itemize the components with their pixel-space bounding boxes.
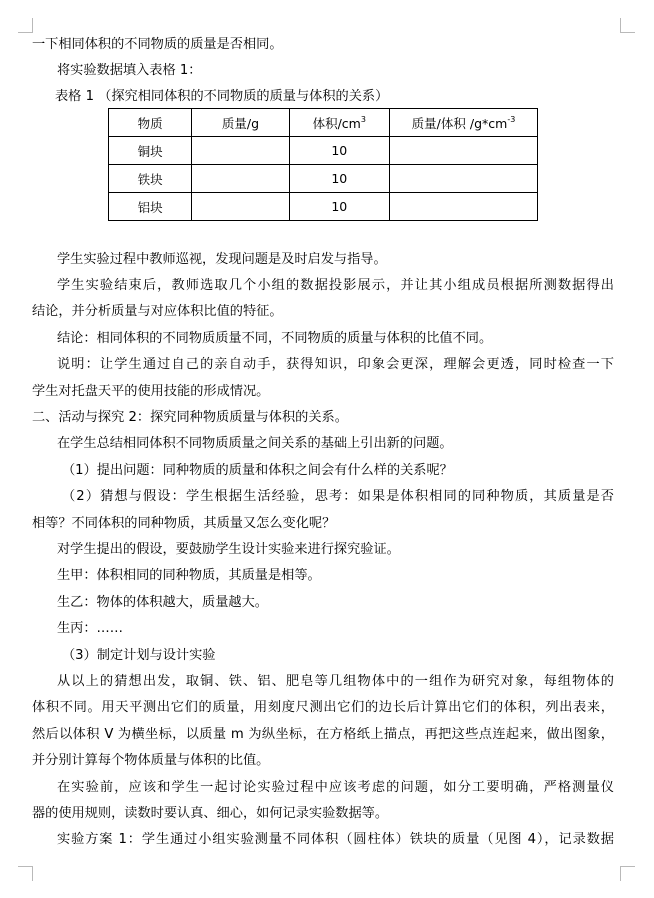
paragraph-line: 一下相同体积的不同物质的质量是否相同。 bbox=[32, 37, 283, 52]
paragraph-line: 在学生总结相同体积不同物质质量之间关系的基础上引出新的问题。 bbox=[57, 436, 453, 451]
paragraph-line: 说明：让学生通过自己的亲自动手，获得知识，印象会更深，理解会更透，同时检查一下 bbox=[57, 357, 614, 372]
cell-material: 铁块 bbox=[109, 165, 192, 193]
paragraph-line: 学生实验结束后，教师选取几个小组的数据投影展示，并让其小组成员根据所测数据得出 bbox=[57, 278, 614, 293]
paragraph-line: 结论：相同体积的不同物质质量不同，不同物质的质量与体积的比值不同。 bbox=[57, 331, 493, 346]
table-row bbox=[109, 137, 538, 165]
paragraph-line: 器的使用规则，读数时要认真、细心，如何记录实验数据等。 bbox=[32, 806, 389, 821]
paragraph-line: 体积不同。用天平测出它们的质量，用刻度尺测出它们的边长后计算出它们的体积，列出表来， bbox=[32, 700, 614, 715]
paragraph-line: （2）猜想与假设：学生根据生活经验，思考：如果是体积相同的同种物质，其质量是否 bbox=[62, 489, 614, 504]
paragraph-line: 学生对托盘天平的使用技能的形成情况。 bbox=[32, 384, 270, 399]
paragraph-line: 相等？不同体积的同种物质，其质量又怎么变化呢？ bbox=[32, 516, 336, 531]
cell-ratio bbox=[389, 137, 537, 165]
header-material: 物质 bbox=[109, 109, 192, 137]
paragraph-line: 结论，并分析质量与对应体积比值的特征。 bbox=[32, 304, 283, 319]
cell-ratio bbox=[389, 193, 537, 221]
crop-mark-top-right bbox=[620, 18, 635, 33]
cell-mass bbox=[192, 165, 289, 193]
cell-volume: 10 bbox=[289, 193, 389, 221]
table-row bbox=[109, 193, 538, 221]
header-mass: 质量/g bbox=[192, 109, 289, 137]
paragraph-line: 将实验数据填入表格 1： bbox=[57, 63, 202, 78]
cell-mass bbox=[192, 193, 289, 221]
paragraph-line: 生丙：…… bbox=[57, 621, 123, 636]
cell-volume: 10 bbox=[289, 137, 389, 165]
header-volume: 体积$/cm^3$ bbox=[289, 109, 389, 137]
paragraph-line: 并分别计算每个物体质量与体积的比值。 bbox=[32, 753, 270, 768]
crop-mark-bottom-left bbox=[18, 866, 33, 881]
table-row bbox=[109, 165, 538, 193]
paragraph-line: 从以上的猜想出发，取铜、铁、铝、肥皂等几组物体中的一组作为研究对象，每组物体的 bbox=[57, 674, 614, 689]
paragraph-line: 生甲：体积相同的同种物质，其质量是相等。 bbox=[57, 568, 321, 583]
paragraph-line: 然后以体积 V 为横坐标，以质量 m 为纵坐标，在方格纸上描点，再把这些点连起来，做出图象， bbox=[32, 727, 614, 742]
paragraph-line: （1）提出问题：同种物质的质量和体积之间会有什么样的关系呢？ bbox=[62, 463, 453, 478]
paragraph-line: 对学生提出的假设，要鼓励学生设计实验来进行探究验证。 bbox=[57, 542, 400, 557]
table-header-row bbox=[109, 109, 538, 137]
crop-mark-bottom-right bbox=[620, 866, 635, 881]
cell-ratio bbox=[389, 165, 537, 193]
paragraph-line: 实验方案 1：学生通过小组实验测量不同体积（圆柱体）铁块的质量（见图 4），记录数据 bbox=[57, 832, 614, 847]
data-table bbox=[108, 108, 538, 221]
table-caption: 表格 1 （探究相同体积的不同物质的质量与体积的关系） bbox=[55, 89, 389, 104]
cell-mass bbox=[192, 137, 289, 165]
crop-mark-top-left bbox=[18, 18, 33, 33]
cell-material: 铝块 bbox=[109, 193, 192, 221]
paragraph-line: 生乙：物体的体积越大，质量越大。 bbox=[57, 595, 268, 610]
cell-volume: 10 bbox=[289, 165, 389, 193]
paragraph-line: 在实验前，应该和学生一起讨论实验过程中应该考虑的问题，如分工要明确，严格测量仪 bbox=[57, 780, 614, 795]
cell-material: 铜块 bbox=[109, 137, 192, 165]
section-heading: 二、活动与探究 2：探究同种物质质量与体积的关系。 bbox=[32, 410, 348, 425]
paragraph-line: 学生实验过程中教师巡视，发现问题是及时启发与指导。 bbox=[57, 252, 387, 267]
paragraph-line: （3）制定计划与设计实验 bbox=[62, 648, 216, 663]
header-ratio: 质量/体积 $/g*cm^{-3}$ bbox=[389, 109, 537, 137]
